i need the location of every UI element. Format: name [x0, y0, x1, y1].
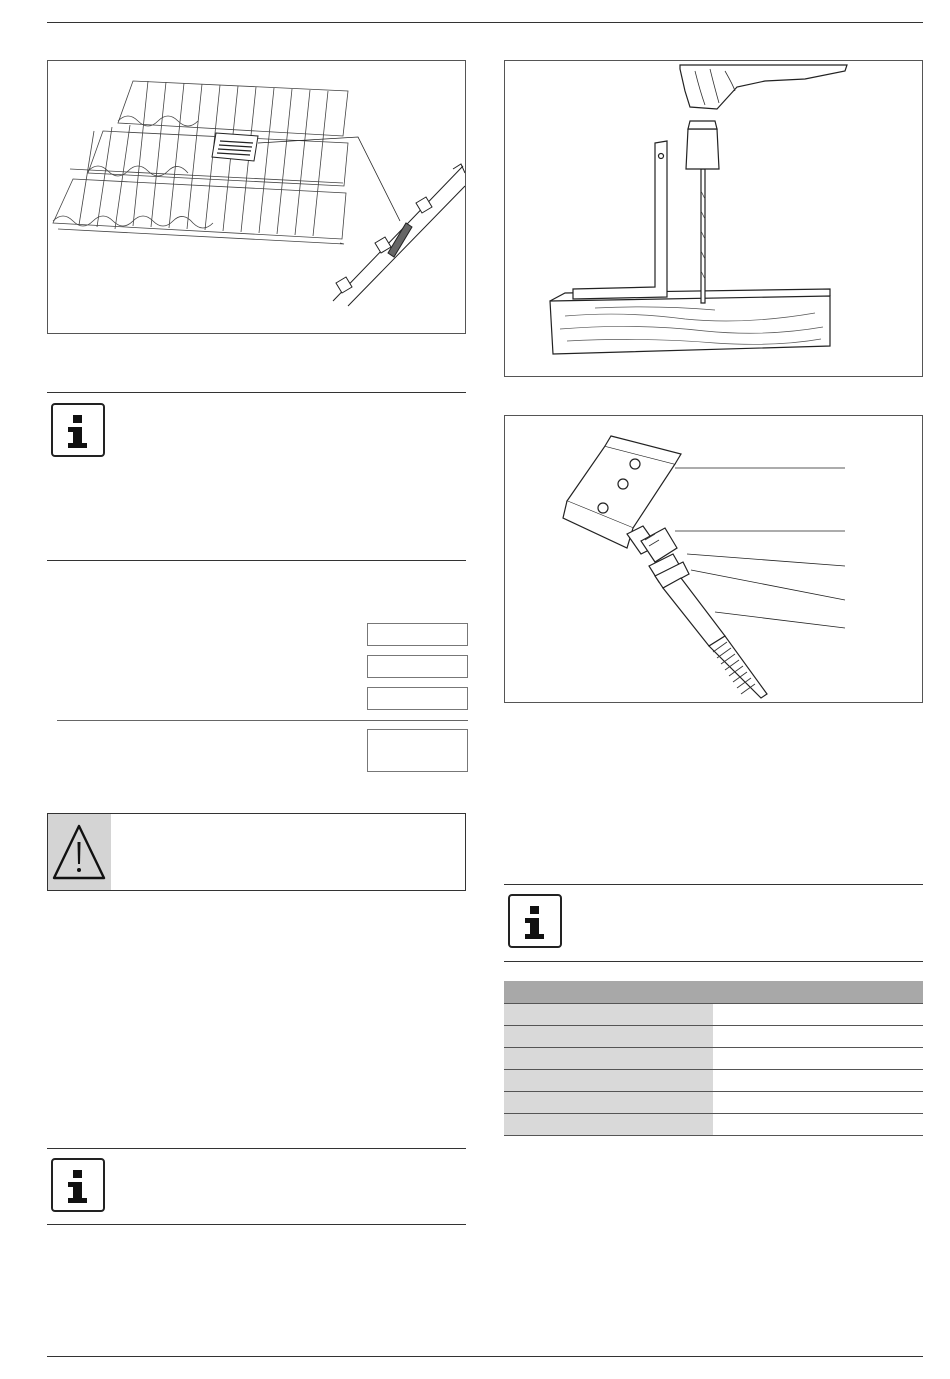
roof-hook-detail: [212, 133, 258, 161]
drill-and-square-illustration: [505, 61, 922, 376]
roof-hook-figure: [504, 415, 923, 703]
roof-tiles-figure: [47, 60, 466, 334]
tile-columns: [79, 81, 328, 236]
table-row: [504, 1113, 923, 1135]
spec-table: [504, 981, 923, 1136]
hand: [680, 65, 847, 109]
field-box-4: [367, 729, 468, 772]
drill-chuck: [686, 129, 719, 169]
warning-icon: [48, 814, 111, 890]
info-icon: [51, 1158, 105, 1212]
note-1-bottom-rule: [47, 560, 466, 561]
table-row: [504, 1047, 923, 1069]
drill-bit: [701, 169, 705, 303]
field-box-3: [367, 687, 468, 710]
note-2-top-rule: [504, 884, 923, 885]
warning-icon-panel: [48, 814, 111, 890]
try-square: [573, 141, 667, 299]
page-footer-rule: [47, 1356, 923, 1357]
note-3-bottom-rule: [47, 1224, 466, 1225]
roof-section: [333, 164, 465, 306]
info-icon: [51, 403, 105, 457]
roof-tiles-illustration: [48, 61, 465, 333]
tile-rows: [53, 81, 348, 244]
info-icon: [508, 894, 562, 948]
note-1-top-rule: [47, 392, 466, 393]
field-box-1: [367, 623, 468, 646]
table-row: [504, 1069, 923, 1091]
section-divider: [57, 720, 468, 721]
field-box-2: [367, 655, 468, 678]
warning-note: [47, 813, 466, 891]
table-row: [504, 1091, 923, 1113]
roof-hook-screw-illustration: [505, 416, 922, 702]
table-header-row: [504, 981, 923, 1003]
screw-thread: [709, 636, 767, 698]
drilling-figure: [504, 60, 923, 377]
wooden-beam: [550, 296, 830, 354]
page-header-rule: [47, 22, 923, 23]
note-2-bottom-rule: [504, 961, 923, 962]
note-3-top-rule: [47, 1148, 466, 1149]
table-row: [504, 1003, 923, 1025]
table-row: [504, 1025, 923, 1047]
